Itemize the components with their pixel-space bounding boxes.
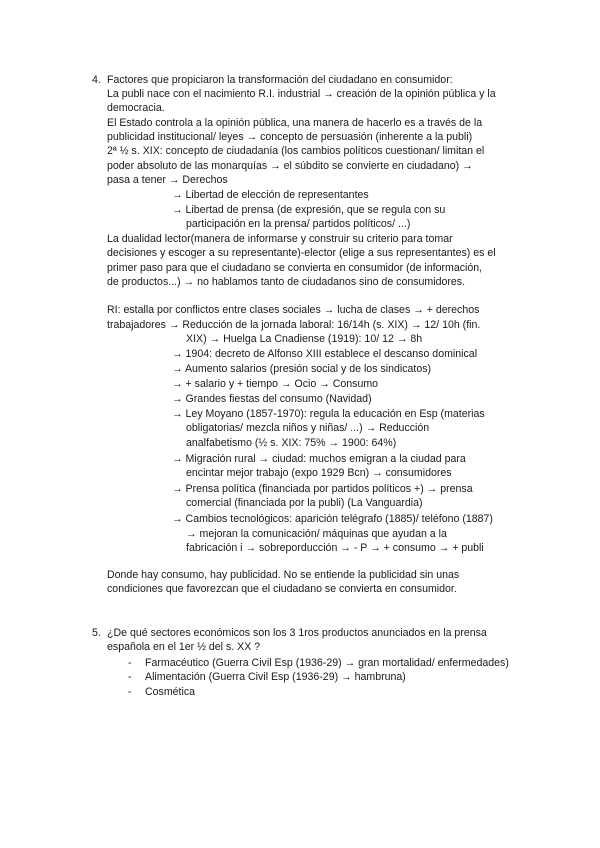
- q4-line: encintar mejor trabajo (expo 1929 Bcn) → consumidores: [186, 467, 452, 479]
- bullet-marker: -: [128, 671, 132, 683]
- q4-line: → Prensa política (financiada por partidos políticos +) → prensa: [172, 483, 473, 495]
- q4-line: 2ª ½ s. XIX: concepto de ciudadanía (los cambios políticos cuestionan/ limitan el: [107, 145, 485, 157]
- q5-line: española en el 1er ½ del s. XX ?: [107, 641, 261, 653]
- q4-line: → + salario y + tiempo → Ocio → Consumo: [172, 378, 379, 390]
- q4-line: pasa a tener → Derechos: [107, 174, 228, 186]
- question-5-number: 5.: [92, 627, 101, 639]
- q4-line: → Migración rural → ciudad: muchos emigran a la ciudad para: [172, 453, 466, 465]
- q4-line: poder absoluto de las monarquías → el súbdito se convierte en ciudadano) →: [107, 160, 473, 172]
- q5-bullet-item: Cosmética: [145, 686, 196, 698]
- bullet-marker: -: [128, 686, 132, 698]
- q4-line: decisiones y escoger a su representante)-elector (elige a sus representantes) es el: [107, 247, 496, 259]
- q4-line: comercial (financiada por la publi) (La Vanguardia): [186, 497, 423, 509]
- q4-line: analfabetismo (½ s. XIX: 75% → 1900: 64%): [186, 437, 397, 449]
- bullet-marker: -: [128, 657, 132, 669]
- q4-line: → Ley Moyano (1857-1970): regula la educación en Esp (materias: [172, 408, 485, 420]
- q4-line: democracia.: [107, 102, 165, 114]
- q4-line: de productos...) → no hablamos tanto de ciudadanos sino de consumidores.: [107, 276, 466, 288]
- q4-line: obligatorias/ mezcla niños y niñas/ ...) → Reducción: [186, 422, 430, 434]
- q5-bullet-item: Alimentación (Guerra Civil Esp (1936-29) → hambruna): [145, 671, 406, 683]
- question-4-number: 4.: [92, 74, 101, 86]
- q5-bullet-item: Farmacéutico (Guerra Civil Esp (1936-29) → gran mortalidad/ enfermedades): [145, 657, 509, 669]
- q4-line-conclusion: condiciones que favorezcan que el ciudadano se convierta en consumidor.: [107, 583, 457, 595]
- q4-line: → Grandes fiestas del consumo (Navidad): [172, 393, 372, 405]
- q4-line: → Libertad de prensa (de expresión, que se regula con su: [172, 204, 446, 216]
- q4-line: → Aumento salarios (presión social y de los sindicatos): [172, 363, 432, 375]
- q4-line-heading: Factores que propiciaron la transformación del ciudadano en consumidor:: [107, 74, 453, 86]
- q4-line: trabajadores → Reducción de la jornada laboral: 16/14h (s. XIX) → 12/ 10h (fin.: [107, 319, 481, 331]
- q4-line: RI: estalla por conflictos entre clases sociales → lucha de clases → + derechos: [107, 304, 480, 316]
- q4-line: participación en la prensa/ partidos políticos/ ...): [186, 218, 411, 230]
- q4-line: → mejoran la comunicación/ máquinas que ayudan a la: [186, 528, 447, 540]
- q4-line: primer paso para que el ciudadano se convierta en consumidor (de información,: [107, 262, 483, 274]
- q4-line-conclusion: Donde hay consumo, hay publicidad. No se entiende la publicidad sin unas: [107, 569, 460, 581]
- q4-line: La dualidad lector(manera de informarse y construir su criterio para tomar: [107, 233, 453, 245]
- q4-line: fabricación i → sobreporducción → - P → + consumo → + publi: [186, 542, 484, 554]
- q4-line: El Estado controla a la opinión pública, una manera de hacerlo es a través de la: [107, 117, 483, 129]
- q4-line: → 1904: decreto de Alfonso XIII establece el descanso dominical: [172, 348, 478, 360]
- q4-line: publicidad institucional/ leyes → concepto de persuasión (inherente a la publi): [107, 131, 473, 143]
- q4-line: → Cambios tecnológicos: aparición telégrafo (1885)/ teléfono (1887): [172, 513, 493, 525]
- q5-line-heading: ¿De qué sectores económicos son los 3 1ros productos anunciados en la prensa: [107, 627, 487, 639]
- q4-line: La publi nace con el nacimiento R.I. industrial → creación de la opinión pública y la: [107, 88, 496, 100]
- q4-line: → Libertad de elección de representantes: [172, 189, 369, 201]
- q4-line: XIX) → Huelga La Cnadiense (1919): 10/ 12 → 8h: [186, 333, 423, 345]
